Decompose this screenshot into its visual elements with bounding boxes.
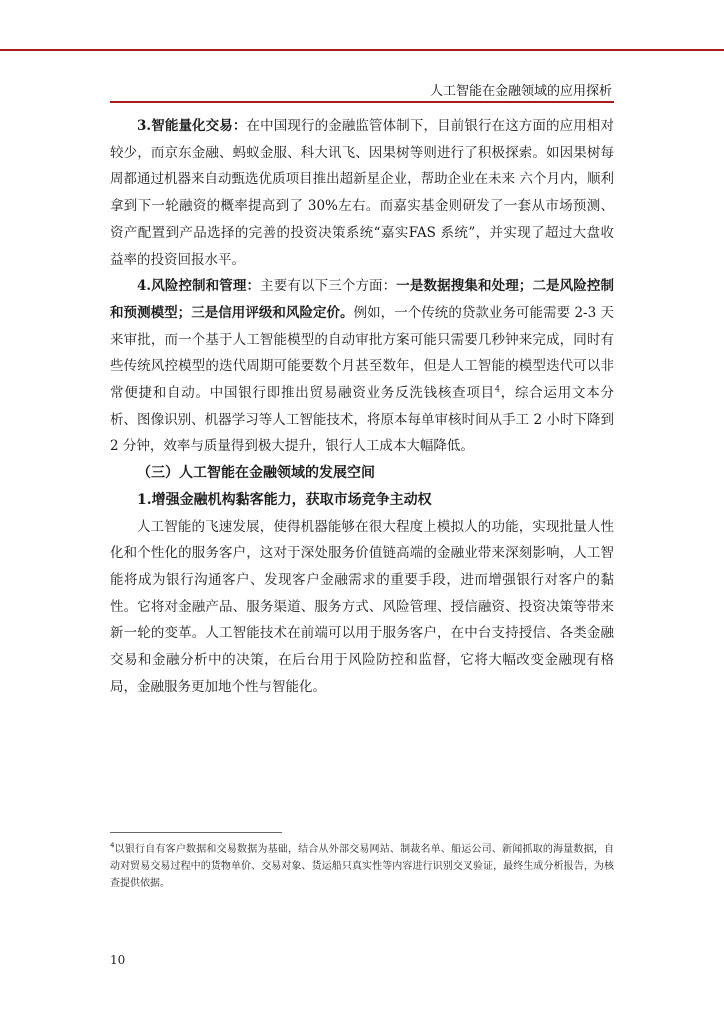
item-4-intro: 主要有以下三个方面： (260, 278, 397, 295)
header-rule (110, 101, 614, 103)
running-header-title: 人工智能在金融领域的应用探析 (429, 84, 612, 99)
paragraph-customer-stickiness: 人工智能的飞速发展，使得机器能够在很大程度上模拟人的功能，实现批量人性化和个性化的服务客户，这对于深处服务价值链高端的金融业带来深刻影响，人工智能将成为银行沟通客户、发现客户金融需求的重要手段，进而增强银行对客户的黏性。它将对金融产品、服务渠道、服务方式、风险管理、授信融资、投资决策等带来新一轮的变革。人工智能技术在前端可以用于服务客户，在中台支持授信、各类金融交易和金融分析中的决策，在后台用于风险防控和监督，它将大幅改变金融现有格局，金融服务更加地个性与智能化。 (110, 518, 614, 695)
item-4-label: 4.风险控制和管理： (137, 278, 261, 295)
footnote-reference[interactable]: 4 (494, 384, 500, 394)
footnote (110, 841, 614, 892)
item-4-text-before-note: 例如，一个传统的贷款业务可能需要 2-3 天来审批，而一个基于人工智能模型的自动审批方案可能只需要几秒钟来完成，同时有些传统风控模型的迭代周期可能要数个月甚至数年，但是人工智能的模型迭代可以非常便捷和自动。中国银行即推出贸易融资业务反洗钱核查项目 (110, 304, 615, 402)
item-4-bold-points: 一是数据搜集和处理；二是风险控制和预测模型；三是信用评级和风险定价。 (110, 278, 615, 321)
item-3-text: 在中国现行的金融监管体制下，目前银行在这方面的应用相对较少，而京东金融、蚂蚁金服、科大讯飞、因果树等则进行了积极探索。如因果树每周都通过机器来自动甄选优质项目推出超新星企业，帮助企业在未来 六个月内，顺利拿到下一轮融资的概率提高到了 30%左右。而嘉实基金则研发了一套从市场预测、资产配置到产品选择的完善的投资决策系统“嘉实FAS 系统”，并实现了超过大盘收益率的投资回报水平。 (110, 118, 615, 268)
footnote-separator (110, 832, 282, 833)
footnote-marker: 4 (110, 841, 115, 850)
item-4-text-after-note: ，综合运用文本分析、图像识别、机器学习等人工智能技术，将原本每单审核时间从手工 2 小时下降到 2 分钟，效率与质量得到极大提升，银行人工成本大幅降低。 (110, 385, 615, 455)
page-number: 10 (110, 953, 126, 967)
paragraph-risk-control (110, 273, 614, 460)
footnote-text: 以银行自有客户数据和交易数据为基础，结合从外部交易网站、制裁名单、船运公司、新闻抓取的海量数据，自动对贸易交易过程中的货物单价、交易对象、货运船只真实性等内容进行识别交叉验证，最终生成分析报告，为核查提供依据。 (110, 844, 614, 889)
item-3-label: 3.智能量化交易： (137, 118, 247, 134)
page-body (110, 113, 614, 700)
section-heading: （三）人工智能在金融领域的发展空间 (137, 465, 375, 482)
paragraph-smart-quant-trading (110, 113, 614, 273)
subsection-heading: 1.增强金融机构黏客能力，获取市场竞争主动权 (137, 491, 432, 508)
top-rule (0, 49, 724, 51)
